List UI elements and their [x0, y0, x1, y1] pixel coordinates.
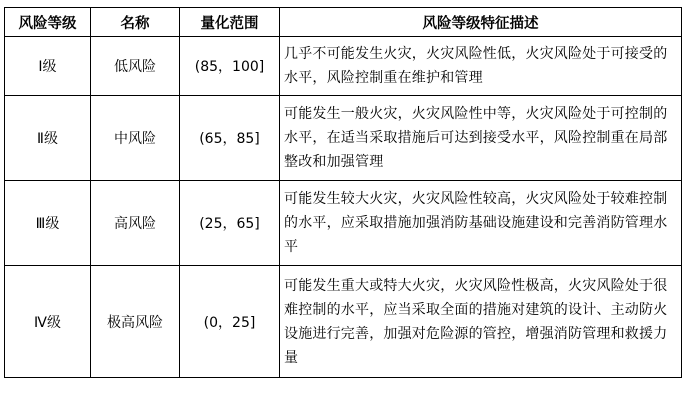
risk-name-cell: 低风险 [91, 37, 180, 96]
table-row [5, 181, 682, 266]
risk-range-cell: (85，100] [180, 37, 280, 96]
risk-description-cell: 可能发生重大或特大火灾，火灾风险性极高，火灾风险处于很难控制的水平，应当采取全面的措施对建筑的设计、主动防火设施进行完善，加强对危险源的管控，增强消防管理和救援力量 [280, 266, 682, 378]
risk-name-cell: 极高风险 [91, 266, 180, 378]
header-risk-level: 风险等级 [5, 8, 91, 37]
risk-name-cell: 高风险 [91, 181, 180, 266]
risk-description-cell: 可能发生较大火灾，火灾风险性较高，火灾风险处于较难控制的水平，应采取措施加强消防基础设施建设和完善消防管理水平 [280, 181, 682, 266]
table-row [5, 37, 682, 96]
risk-description-cell: 几乎不可能发生火灾，火灾风险性低，火灾风险处于可接受的水平，风险控制重在维护和管理 [280, 37, 682, 96]
header-feature-description: 风险等级特征描述 [280, 8, 682, 37]
risk-name-cell: 中风险 [91, 96, 180, 181]
risk-range-cell: (25，65] [180, 181, 280, 266]
risk-level-cell: Ⅰ级 [5, 37, 91, 96]
risk-level-table [4, 7, 682, 378]
risk-description-cell: 可能发生一般火灾，火灾风险性中等，火灾风险处于可控制的水平，在适当采取措施后可达到接受水平，风险控制重在局部整改和加强管理 [280, 96, 682, 181]
header-quantified-range: 量化范围 [180, 8, 280, 37]
risk-level-cell: Ⅳ级 [5, 266, 91, 378]
table-row [5, 96, 682, 181]
risk-range-cell: (0，25] [180, 266, 280, 378]
header-name: 名称 [91, 8, 180, 37]
risk-level-cell: Ⅱ级 [5, 96, 91, 181]
table-header-row [5, 8, 682, 37]
risk-level-cell: Ⅲ级 [5, 181, 91, 266]
risk-range-cell: (65，85] [180, 96, 280, 181]
table-row [5, 266, 682, 378]
